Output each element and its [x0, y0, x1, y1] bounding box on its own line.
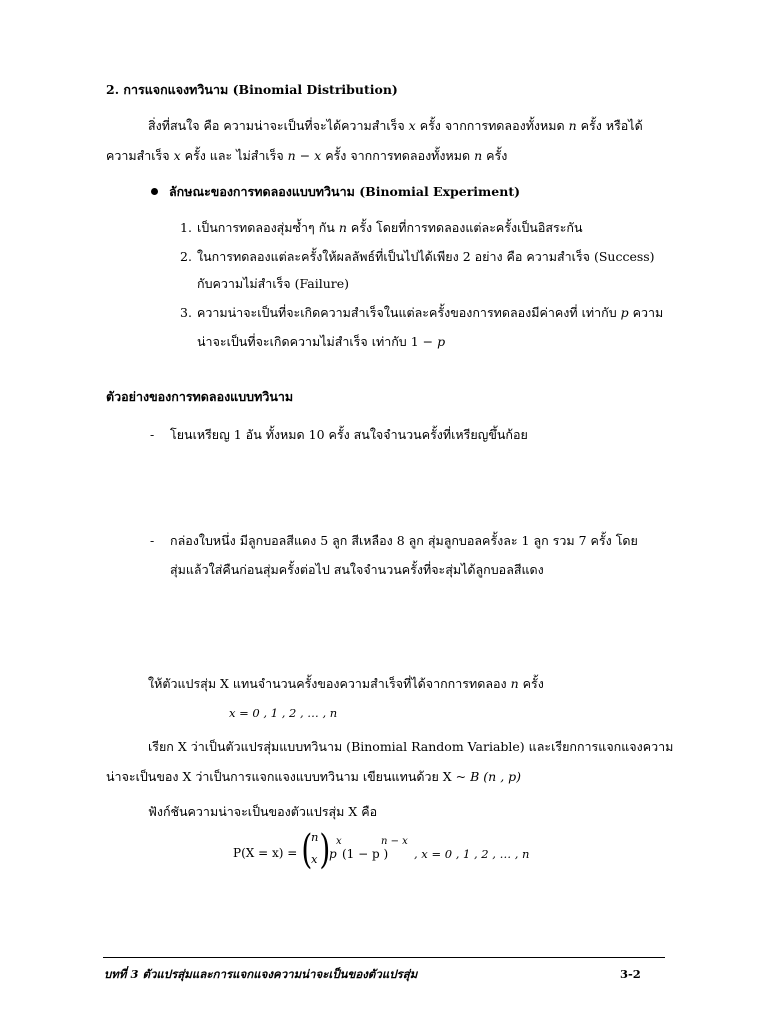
formula-rhs: , x = 0 , 1 , 2 , … , n [414, 847, 530, 861]
item-text: ครั้ง โดยที่การทดลองแต่ละครั้งเป็นอิสระกัน [350, 220, 583, 235]
math-n-minus-x: n − x [287, 148, 322, 163]
exponent-x: x [336, 836, 342, 847]
definition-text: ให้ตัวแปรสุ่ม X แทนจำนวนครั้งของความสำเร็จที่ได้จากการทดลอง [148, 676, 507, 691]
math-x: x [408, 118, 416, 133]
math-p: p [437, 334, 446, 349]
experiment-item-1 [197, 220, 583, 236]
experiment-item-2-number: 2. [180, 249, 192, 264]
definition-text: น่าจะเป็นของ X ว่าเป็นการแจกแจงแบบทวินาม เขียนแทนด้วย X ~ [106, 769, 467, 784]
right-paren-icon: ) [319, 827, 331, 873]
bullet-icon [151, 188, 158, 195]
experiment-item-3-line-1 [197, 305, 663, 321]
math-p: p [620, 305, 629, 320]
experiment-heading [169, 184, 520, 200]
binom-top: n [311, 830, 319, 844]
section-number: 2. [106, 82, 120, 97]
intro-text: ครั้ง จากการทดลองทั้งหมด [325, 148, 471, 163]
math-n: n [338, 220, 347, 235]
binom-bottom: x [311, 852, 318, 866]
definition-line-4: ฟังก์ชันความน่าจะเป็นของตัวแปรสุ่ม X คือ [148, 804, 378, 819]
section-title-english: (Binomial Distribution) [232, 82, 398, 97]
formula-middle: (1 − p ) [342, 847, 389, 861]
math-binomial-notation: B (n , p) [470, 769, 522, 784]
experiment-heading-thai: ลักษณะของการทดลองแบบทวินาม [169, 184, 355, 199]
section-title-thai: การแจกแจงทวินาม [123, 82, 229, 97]
section-title [106, 82, 398, 98]
footer-chapter: บทที่ 3 ตัวแปรสุ่มและการแจกแจงความน่าจะเป็นของตัวแปรสุ่ม [104, 967, 418, 981]
intro-text: ครั้ง หรือได้ [580, 118, 643, 133]
item-text: ความน่าจะเป็นที่จะเกิดความสำเร็จในแต่ละครั้งของการทดลองมีค่าคงที่ เท่ากับ [197, 305, 617, 320]
example-1: โยนเหรียญ 1 อัน ทั้งหมด 10 ครั้ง สนใจจำนวนครั้งที่เหรียญขึ้นก้อย [170, 427, 528, 442]
examples-heading: ตัวอย่างของการทดลองแบบทวินาม [106, 389, 294, 404]
left-paren-icon: ( [301, 827, 313, 873]
example-2-line-1: กล่องใบหนึ่ง มีลูกบอลสีแดง 5 ลูก สีเหลือง 8 ลูก สุ่มลูกบอลครั้งละ 1 ลูก รวม 7 ครั้ง โดย [170, 533, 638, 548]
math-n: n [474, 148, 483, 163]
math-n: n [568, 118, 577, 133]
experiment-item-1-number: 1. [180, 220, 192, 235]
math-x: x [173, 148, 181, 163]
intro-text: ครั้ง จากการทดลองทั้งหมด [419, 118, 565, 133]
intro-text: ครั้ง และ ไม่สำเร็จ [184, 148, 284, 163]
intro-text: สิ่งที่สนใจ คือ ความน่าจะเป็นที่จะได้ความสำเร็จ [148, 118, 405, 133]
formula-p: p [329, 847, 337, 861]
intro-text: ความสำเร็จ [106, 148, 170, 163]
intro-line-2 [106, 148, 507, 164]
definition-line-3 [106, 769, 521, 785]
example-2-line-2: สุ่มแล้วใส่คืนก่อนสุ่มครั้งต่อไป สนใจจำนวนครั้งที่จะสุ่มได้ลูกบอลสีแดง [170, 562, 544, 577]
footer-rule [103, 957, 665, 958]
example-2-dash: - [150, 533, 155, 548]
definition-line-2: เรียก X ว่าเป็นตัวแปรสุ่มแบบทวินาม (Binomial Random Variable) และเรียกการแจกแจงความ [148, 739, 674, 754]
definition-text: ครั้ง [522, 676, 544, 691]
intro-text: ครั้ง [486, 148, 508, 163]
support-range: x = 0 , 1 , 2 , … , n [229, 706, 338, 720]
footer-page-number: 3-2 [620, 967, 641, 981]
example-1-dash: - [150, 427, 155, 442]
math-n: n [510, 676, 519, 691]
experiment-item-2-line-2: กับความไม่สำเร็จ (Failure) [197, 276, 350, 291]
item-text: ความ [632, 305, 664, 320]
intro-line-1 [148, 118, 643, 134]
experiment-item-3-number: 3. [180, 305, 192, 320]
formula-lhs: P(X = x) = [233, 846, 298, 860]
experiment-item-3-line-2 [197, 334, 445, 350]
experiment-item-2-line-1: ในการทดลองแต่ละครั้งให้ผลลัพธ์ที่เป็นไปได้เพียง 2 อย่าง คือ ความสำเร็จ (Success) [197, 249, 655, 264]
exponent-n-minus-x: n − x [381, 836, 408, 847]
definition-line-1 [148, 676, 544, 692]
item-text: เป็นการทดลองสุ่มซ้ำๆ กัน [197, 220, 335, 235]
experiment-heading-english: (Binomial Experiment) [359, 184, 521, 199]
item-text: น่าจะเป็นที่จะเกิดความไม่สำเร็จ เท่ากับ 1 − [197, 334, 434, 349]
